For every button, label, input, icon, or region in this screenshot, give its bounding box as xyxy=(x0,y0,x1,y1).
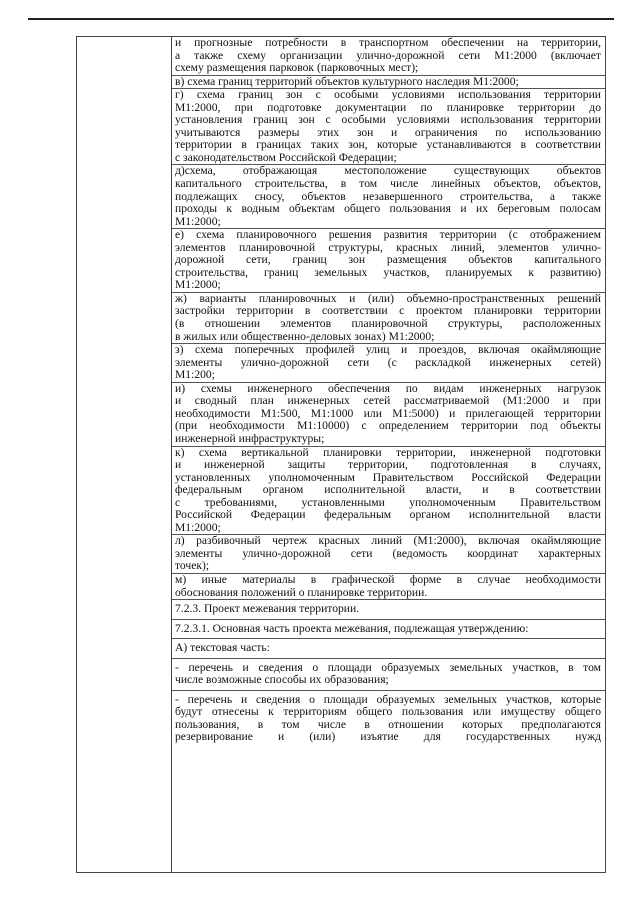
text-line: М1:2000; xyxy=(175,279,221,292)
paragraph-e xyxy=(172,229,605,293)
text-line: дорожной сети, границ зон размещения объектов капитального xyxy=(175,254,601,267)
text-line: федеральным органом исполнительной власти, и в соответствии xyxy=(175,484,601,497)
text-line: и сводный план инженерных сетей рассматриваемой (М1:2000 и при xyxy=(175,395,601,408)
section-heading-7-2-3 xyxy=(172,600,605,620)
text-line: установленных уполномоченным Правительством Российской Федерации xyxy=(175,471,601,484)
text-line: инженерной инфраструктуры; xyxy=(175,432,325,445)
text-line: а также схему организации улично-дорожной сети М1:2000 (включает xyxy=(175,49,601,62)
text-line: необходимости М1:500, М1:1000 или М1:5000) и прилегающей территории xyxy=(175,407,601,420)
text-line: ж) варианты планировочных и (или) объемно-пространственных решений xyxy=(175,292,601,305)
text-line: учитываются размеры этих зон и ограничения по использованию xyxy=(175,126,601,139)
text-line: капитального строительства, в том числе линейных объектов, объектов, xyxy=(175,178,601,191)
right-column xyxy=(172,37,605,872)
subheading-text-part xyxy=(172,639,605,659)
paragraph-i xyxy=(172,383,605,447)
text-line: и инженерной защиты территории, подготовленная в случаях, xyxy=(175,459,601,472)
text-line: проходы к водным объектам общего пользования и их береговым полосам xyxy=(175,203,601,216)
text-line: установления границ зон с особыми условиями использования территории xyxy=(175,114,601,127)
paragraph-transport xyxy=(172,37,605,76)
paragraph-k xyxy=(172,447,605,536)
text-line: л) разбивочный чертеж красных линий (М1:2000), включая окаймляющие xyxy=(175,535,601,548)
paragraph-g xyxy=(172,89,605,165)
text-line: строительства, границ земельных участков, планируемых к развитию) xyxy=(175,266,601,279)
paragraph-z xyxy=(172,344,605,383)
text-line: в) схема границ территорий объектов культурного наследия М1:2000; xyxy=(175,75,519,88)
text-line: элементов планировочной структуры, красных линий, элементов улично- xyxy=(175,241,601,254)
text-line: 7.2.3.1. Основная часть проекта межевания, подлежащая утверждению: xyxy=(175,622,529,635)
section-heading-7-2-3-1 xyxy=(172,620,605,640)
text-line: А) текстовая часть: xyxy=(175,642,270,655)
text-line: д)схема, отображающая местоположение существующих объектов xyxy=(175,165,601,178)
text-line: с законодательством Российской Федерации; xyxy=(175,151,397,164)
text-line: м) иные материалы в графической форме в случае необходимости xyxy=(175,573,601,586)
paragraph-l xyxy=(172,535,605,574)
text-line: и прогнозные потребности в транспортном обеспечении на территории, xyxy=(175,37,601,49)
text-line: М1:2000; xyxy=(175,521,221,534)
text-line: в жилых или общественно-деловых зонах) М1:2000; xyxy=(175,330,435,343)
text-line: М1:2000; xyxy=(175,215,221,228)
paragraph-zh xyxy=(172,293,605,344)
paragraph-v xyxy=(172,76,605,90)
text-line: территории в границах таких зон, которые устанавливаются в соответствии xyxy=(175,139,601,152)
text-line: 7.2.3. Проект межевания территории. xyxy=(175,603,360,616)
text-line: пользования, в том числе в отношении которых предполагаются xyxy=(175,718,601,731)
text-line: схему размещения парковок (парковочных мест); xyxy=(175,62,419,75)
text-line: г) схема границ зон с особыми условиями использования территории xyxy=(175,89,601,102)
text-line: и) схемы инженерного обеспечения по видам инженерных нагрузок xyxy=(175,382,601,395)
text-line: числе возможные способы их образования; xyxy=(175,674,389,687)
text-line: с требованиями, установленными уполномоченным Правительством xyxy=(175,496,601,509)
text-line: - перечень и сведения о площади образуемых земельных участков, которые xyxy=(175,693,601,706)
list-item-plots xyxy=(172,659,605,691)
text-line: з) схема поперечных профилей улиц и проездов, включая окаймляющие xyxy=(175,344,601,357)
text-line: Российской Федерации федеральным органом исполнительной власти xyxy=(175,509,601,522)
paragraph-d xyxy=(172,165,605,229)
text-line: обоснования положений о планировке территории. xyxy=(175,586,428,599)
content-table xyxy=(76,36,606,873)
text-line: элементы улично-дорожной сети (ведомость координат характерных xyxy=(175,547,601,560)
paragraph-m xyxy=(172,574,605,600)
text-line: к) схема вертикальной планировки территории, инженерной подготовки xyxy=(175,446,601,459)
text-line: - перечень и сведения о площади образуемых земельных участков, в том xyxy=(175,661,601,674)
text-line: элементы улично-дорожной сети (с раскладкой инженерных сетей) xyxy=(175,356,601,369)
text-line: (в отношении элементов планировочной структуры, расположенных xyxy=(175,318,601,331)
text-line: М1:200; xyxy=(175,369,215,382)
text-line: будут отнесены к территориям общего пользования или имуществу общего xyxy=(175,706,601,719)
text-line: точек); xyxy=(175,560,210,573)
text-line: резервирование и (или) изъятие для государственных нужд xyxy=(175,731,601,744)
text-line: М1:2000, при подготовке документации по планировке территории до xyxy=(175,101,601,114)
text-line: подлежащих сносу, объектов незавершенного строительства, а также xyxy=(175,190,601,203)
text-line: (при необходимости М1:10000) с определением территории под объекты xyxy=(175,420,601,433)
list-item-public-plots xyxy=(172,691,605,747)
text-line: застройки территории в соответствии с проектом планировки территории xyxy=(175,305,601,318)
top-rule xyxy=(28,18,614,20)
left-column-empty xyxy=(77,37,172,872)
text-line: е) схема планировочного решения развития территории (с отображением xyxy=(175,229,601,242)
